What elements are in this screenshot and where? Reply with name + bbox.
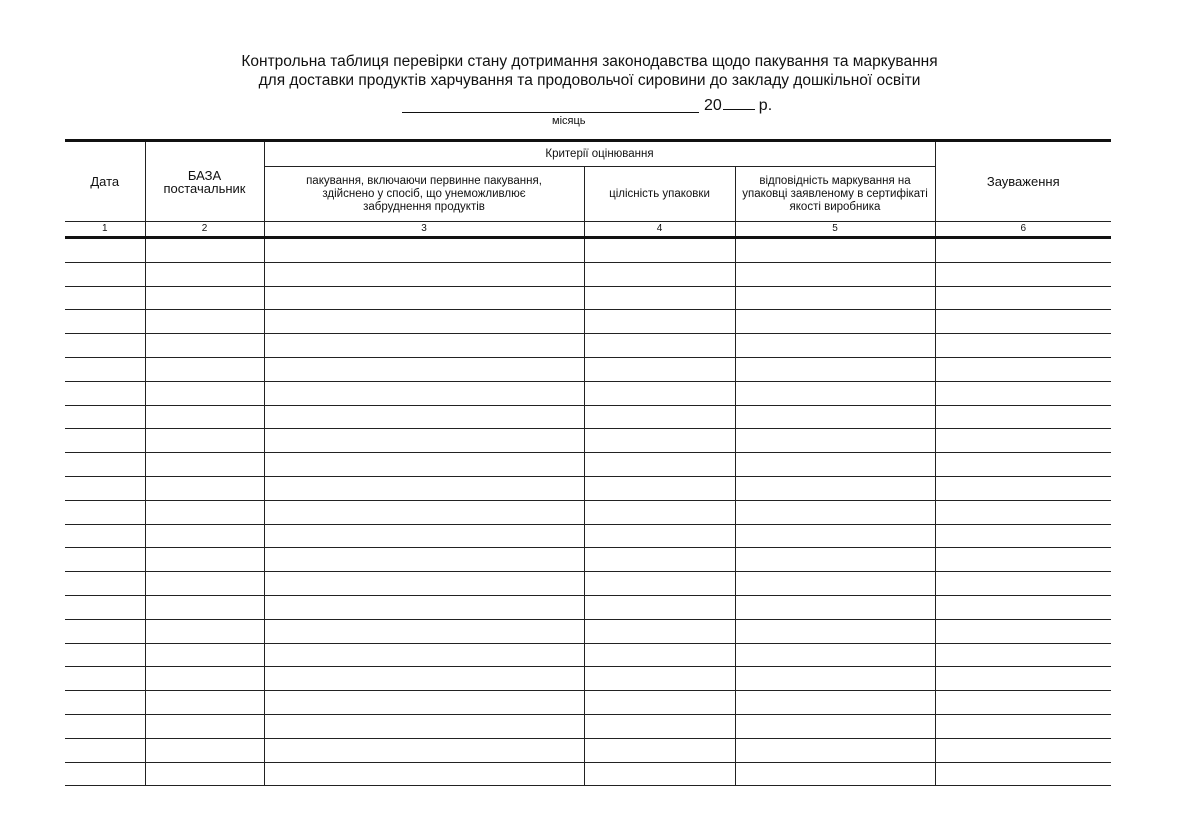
column-number: 5 [735,222,935,238]
date-cell[interactable] [65,262,145,286]
base-cell[interactable] [145,762,264,786]
remarks-cell[interactable] [935,667,1111,691]
packaging-cell[interactable] [264,738,584,762]
base-cell[interactable] [145,381,264,405]
integrity-cell[interactable] [584,667,735,691]
integrity-cell[interactable] [584,738,735,762]
year-prefix: 20 [704,97,722,114]
base-cell[interactable] [145,714,264,738]
packaging-cell[interactable] [264,595,584,619]
column-numbers-row [65,222,1111,238]
labeling-cell[interactable] [735,238,935,263]
packaging-cell[interactable] [264,714,584,738]
remarks-cell[interactable] [935,310,1111,334]
labeling-cell[interactable] [735,381,935,405]
header-labeling: відповідність маркування на упаковці заявленому в сертифікаті якості виробника [735,167,935,222]
date-cell[interactable] [65,619,145,643]
packaging-cell[interactable] [264,334,584,358]
packaging-cell[interactable] [264,524,584,548]
packaging-cell[interactable] [264,381,584,405]
remarks-cell[interactable] [935,262,1111,286]
packaging-cell[interactable] [264,476,584,500]
table-row [65,453,1111,477]
date-cell[interactable] [65,310,145,334]
labeling-cell[interactable] [735,643,935,667]
labeling-cell[interactable] [735,405,935,429]
labeling-cell[interactable] [735,310,935,334]
column-number: 1 [65,222,145,238]
remarks-cell[interactable] [935,524,1111,548]
remarks-cell[interactable] [935,714,1111,738]
integrity-cell[interactable] [584,286,735,310]
header-criteria-group: Критерії оцінювання [264,141,935,167]
labeling-cell[interactable] [735,429,935,453]
date-cell[interactable] [65,453,145,477]
labeling-cell[interactable] [735,357,935,381]
packaging-cell[interactable] [264,619,584,643]
labeling-cell[interactable] [735,548,935,572]
labeling-cell[interactable] [735,524,935,548]
table-row [65,334,1111,358]
labeling-cell[interactable] [735,500,935,524]
base-cell[interactable] [145,238,264,263]
packaging-cell[interactable] [264,310,584,334]
remarks-cell[interactable] [935,548,1111,572]
base-cell[interactable] [145,405,264,429]
table-row [65,405,1111,429]
remarks-cell[interactable] [935,762,1111,786]
table-row [65,595,1111,619]
date-cell[interactable] [65,286,145,310]
integrity-cell[interactable] [584,714,735,738]
integrity-cell[interactable] [584,262,735,286]
date-cell[interactable] [65,405,145,429]
title-line-2: для доставки продуктів харчування та продовольчої сировини до закладу дошкільної освіти [258,72,921,89]
column-number: 2 [145,222,264,238]
remarks-cell[interactable] [935,476,1111,500]
date-cell[interactable] [65,548,145,572]
date-cell[interactable] [65,691,145,715]
base-cell[interactable] [145,357,264,381]
date-cell[interactable] [65,762,145,786]
remarks-cell[interactable] [935,334,1111,358]
date-cell[interactable] [65,595,145,619]
base-cell[interactable] [145,476,264,500]
base-cell[interactable] [145,310,264,334]
integrity-cell[interactable] [584,405,735,429]
header-remarks: Зауваження [935,141,1111,222]
packaging-cell[interactable] [264,500,584,524]
table-row [65,619,1111,643]
date-cell[interactable] [65,524,145,548]
remarks-cell[interactable] [935,453,1111,477]
header-integrity: цілісність упаковки [584,167,735,222]
table-row [65,524,1111,548]
integrity-cell[interactable] [584,310,735,334]
labeling-cell[interactable] [735,691,935,715]
integrity-cell[interactable] [584,595,735,619]
date-cell[interactable] [65,381,145,405]
base-cell[interactable] [145,286,264,310]
packaging-cell[interactable] [264,691,584,715]
packaging-cell[interactable] [264,238,584,263]
date-cell[interactable] [65,738,145,762]
table-row [65,357,1111,381]
table-row [65,500,1111,524]
remarks-cell[interactable] [935,405,1111,429]
base-cell[interactable] [145,453,264,477]
date-cell[interactable] [65,572,145,596]
packaging-cell[interactable] [264,572,584,596]
table-row [65,429,1111,453]
labeling-cell[interactable] [735,334,935,358]
labeling-cell[interactable] [735,762,935,786]
table-body [65,238,1111,786]
integrity-cell[interactable] [584,500,735,524]
date-cell[interactable] [65,334,145,358]
remarks-cell[interactable] [935,381,1111,405]
table-row [65,714,1111,738]
year-blank-line[interactable] [723,95,755,110]
remarks-cell[interactable] [935,691,1111,715]
remarks-cell[interactable] [935,572,1111,596]
title-line-1: Контрольна таблиця перевірки стану дотримання законодавства щодо пакування та маркування [241,53,938,70]
base-cell[interactable] [145,500,264,524]
integrity-cell[interactable] [584,691,735,715]
remarks-cell[interactable] [935,619,1111,643]
document-title [0,52,1179,90]
packaging-cell[interactable] [264,667,584,691]
column-number: 4 [584,222,735,238]
packaging-cell[interactable] [264,262,584,286]
base-cell[interactable] [145,429,264,453]
period-field [402,93,782,133]
labeling-cell[interactable] [735,714,935,738]
table-row [65,310,1111,334]
remarks-cell[interactable] [935,643,1111,667]
integrity-cell[interactable] [584,548,735,572]
labeling-cell[interactable] [735,476,935,500]
labeling-cell[interactable] [735,286,935,310]
base-cell[interactable] [145,524,264,548]
table-row [65,476,1111,500]
column-number: 6 [935,222,1111,238]
date-cell[interactable] [65,667,145,691]
table-row [65,286,1111,310]
integrity-cell[interactable] [584,524,735,548]
packaging-cell[interactable] [264,548,584,572]
header-base-line1: БАЗА [187,167,222,183]
date-cell[interactable] [65,238,145,263]
table-row [65,238,1111,263]
header-base [145,141,264,222]
remarks-cell[interactable] [935,595,1111,619]
base-cell[interactable] [145,572,264,596]
base-cell[interactable] [145,667,264,691]
packaging-cell[interactable] [264,429,584,453]
header-base-line2: постачальник [163,180,246,196]
date-cell[interactable] [65,714,145,738]
labeling-cell[interactable] [735,738,935,762]
table-row [65,667,1111,691]
packaging-cell[interactable] [264,405,584,429]
integrity-cell[interactable] [584,238,735,263]
integrity-cell[interactable] [584,619,735,643]
table-row [65,762,1111,786]
date-cell[interactable] [65,429,145,453]
base-cell[interactable] [145,595,264,619]
integrity-cell[interactable] [584,429,735,453]
base-cell[interactable] [145,691,264,715]
integrity-cell[interactable] [584,381,735,405]
column-number: 3 [264,222,584,238]
date-cell[interactable] [65,500,145,524]
integrity-cell[interactable] [584,476,735,500]
integrity-cell[interactable] [584,334,735,358]
year-field [704,95,772,115]
packaging-cell[interactable] [264,286,584,310]
table-row [65,738,1111,762]
integrity-cell[interactable] [584,572,735,596]
labeling-cell[interactable] [735,595,935,619]
remarks-cell[interactable] [935,429,1111,453]
labeling-cell[interactable] [735,262,935,286]
remarks-cell[interactable] [935,357,1111,381]
base-cell[interactable] [145,738,264,762]
base-cell[interactable] [145,619,264,643]
base-cell[interactable] [145,643,264,667]
date-cell[interactable] [65,643,145,667]
base-cell[interactable] [145,334,264,358]
remarks-cell[interactable] [935,238,1111,263]
table-row [65,643,1111,667]
labeling-cell[interactable] [735,572,935,596]
packaging-cell[interactable] [264,357,584,381]
integrity-cell[interactable] [584,357,735,381]
table-row [65,262,1111,286]
date-cell[interactable] [65,476,145,500]
remarks-cell[interactable] [935,500,1111,524]
packaging-cell[interactable] [264,453,584,477]
base-cell[interactable] [145,548,264,572]
table-row [65,381,1111,405]
table-row [65,548,1111,572]
remarks-cell[interactable] [935,286,1111,310]
year-suffix: р. [758,97,773,114]
table-row [65,572,1111,596]
month-blank-line[interactable] [402,112,699,113]
base-cell[interactable] [145,262,264,286]
labeling-cell[interactable] [735,453,935,477]
header-date: Дата [65,141,145,222]
month-label: місяць [552,115,586,127]
labeling-cell[interactable] [735,619,935,643]
control-table [65,139,1111,786]
header-packaging: пакування, включаючи первинне пакування, здійснено у спосіб, що унеможливлює забруднення продуктів [264,167,584,222]
integrity-cell[interactable] [584,762,735,786]
packaging-cell[interactable] [264,643,584,667]
date-cell[interactable] [65,357,145,381]
table-row [65,691,1111,715]
labeling-cell[interactable] [735,667,935,691]
packaging-cell[interactable] [264,762,584,786]
integrity-cell[interactable] [584,453,735,477]
remarks-cell[interactable] [935,738,1111,762]
integrity-cell[interactable] [584,643,735,667]
